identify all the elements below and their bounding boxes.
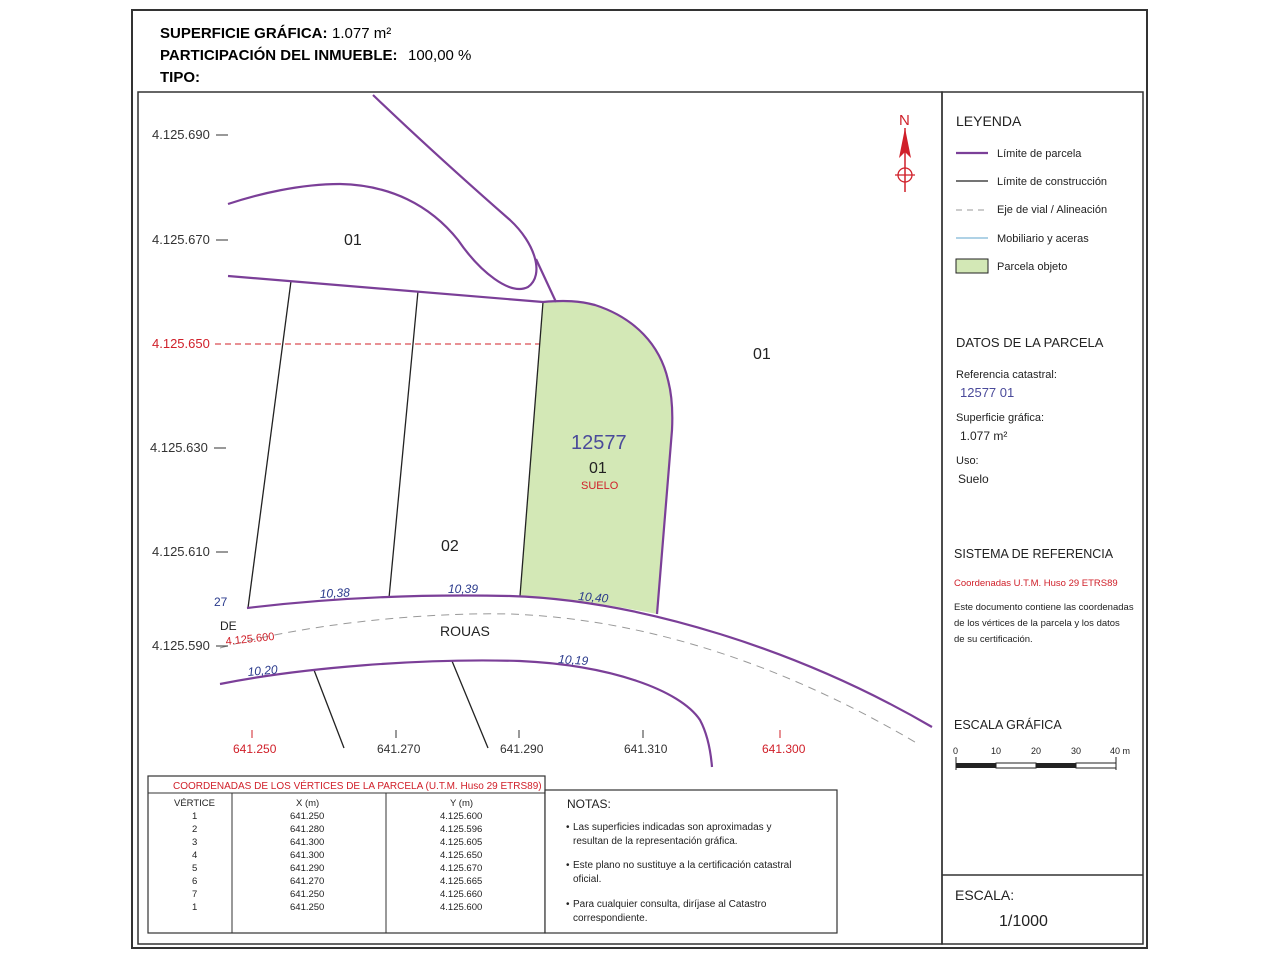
- sheet-header: [160, 25, 471, 86]
- target-parcel-use: SUELO: [581, 480, 619, 492]
- ref-system-coords: Coordenadas U.T.M. Huso 29 ETRS89: [954, 578, 1118, 589]
- scale-bar-tick: 0: [953, 746, 959, 756]
- y-tick-label-reference: 4.125.650: [152, 336, 210, 351]
- vertices-cell: 641.300: [290, 850, 325, 861]
- parcel-limit-street-north: [247, 596, 932, 728]
- vertices-cell: 641.270: [290, 876, 325, 887]
- vertices-cell: 641.290: [290, 863, 325, 874]
- note-text: Este plano no sustituye a la certificación catastral: [573, 860, 792, 871]
- use-value: Suelo: [958, 472, 989, 486]
- vertices-cell: 4.125.596: [440, 824, 483, 835]
- side-panel-frame: [942, 92, 1143, 944]
- y-tick-label: 4.125.590: [152, 638, 210, 653]
- construction-line: [389, 291, 418, 598]
- vertices-cell: 4: [192, 850, 198, 861]
- legend-item-label: Parcela objeto: [997, 261, 1068, 273]
- north-label: N: [899, 112, 910, 129]
- legend-title: LEYENDA: [956, 113, 1022, 129]
- legend-item-label: Límite de construcción: [997, 176, 1108, 188]
- surface-value: 1.077 m²: [960, 429, 1008, 443]
- ref-label: Referencia catastral:: [956, 369, 1057, 381]
- vertices-cell: 4.125.600: [440, 811, 483, 822]
- street-prefix: DE: [220, 619, 237, 633]
- note-text: resultan de la representación gráfica.: [573, 836, 738, 847]
- scale-bar-segment: [1076, 763, 1116, 768]
- y-tick-label: 4.125.670: [152, 232, 210, 247]
- target-parcel-sub: 01: [589, 460, 607, 477]
- vertices-cell: 641.250: [290, 902, 325, 913]
- street-labels: [214, 595, 490, 648]
- distance-label: 10,19: [557, 652, 589, 669]
- street-number: 27: [214, 595, 228, 609]
- note-bullet: •: [566, 899, 570, 910]
- target-parcel-fill: [520, 301, 672, 614]
- ref-system-title: SISTEMA DE REFERENCIA: [954, 547, 1114, 561]
- vertices-cell: 4.125.650: [440, 850, 483, 861]
- x-tick-label: 641.270: [377, 742, 421, 756]
- vertices-cell: 4.125.665: [440, 876, 483, 887]
- ref-system-text: de su certificación.: [954, 634, 1033, 645]
- notes-box: [545, 790, 837, 933]
- vertices-cell: 641.250: [290, 811, 325, 822]
- vertices-cell: 5: [192, 863, 198, 874]
- superficie-value: 1.077 m²: [332, 25, 392, 42]
- construction-line: [248, 281, 291, 608]
- use-label: Uso:: [956, 455, 979, 467]
- vertices-cell: 4.125.600: [440, 902, 483, 913]
- parcel-limit-diagonal: [536, 259, 556, 302]
- legend-item-label: Mobiliario y aceras: [997, 233, 1089, 245]
- scale-bar-tick: 10: [991, 746, 1002, 756]
- distance-label: 10,20: [247, 662, 279, 679]
- scale-value: 1/1000: [999, 913, 1048, 930]
- parcel-limit-north-curve: [228, 95, 536, 289]
- vertices-cell: 641.280: [290, 824, 325, 835]
- participacion-label: PARTICIPACIÓN DEL INMUEBLE:: [160, 47, 398, 64]
- tipo-label: TIPO:: [160, 69, 200, 86]
- vertices-title: COORDENADAS DE LOS VÉRTICES DE LA PARCELA (U.T.M. Huso 29 ETRS89): [173, 781, 542, 792]
- construction-limits: [248, 281, 543, 748]
- legend-item-label: Eje de vial / Alineación: [997, 204, 1108, 216]
- scale-bar-segment: [996, 763, 1036, 768]
- legend-panel: [953, 113, 1134, 930]
- scale-bar-title: ESCALA GRÁFICA: [954, 718, 1062, 732]
- note-bullet: •: [566, 860, 570, 871]
- street-axis-line: [220, 614, 920, 745]
- vertices-cell: 641.250: [290, 889, 325, 900]
- vertices-cell: 641.300: [290, 837, 325, 848]
- y-tick-label: 4.125.610: [152, 544, 210, 559]
- x-axis-ticks: [233, 730, 806, 756]
- vertices-cell: 3: [192, 837, 198, 848]
- scale-bar-tick: 30: [1071, 746, 1082, 756]
- scale-label: ESCALA:: [955, 887, 1015, 903]
- surface-label: Superficie gráfica:: [956, 412, 1045, 424]
- scale-bar-segment: [1036, 763, 1076, 768]
- vertices-cell: 1: [192, 811, 198, 822]
- vertices-cell: 4.125.660: [440, 889, 483, 900]
- scale-bar-tick: 40 m: [1110, 746, 1131, 756]
- note-bullet: •: [566, 822, 570, 833]
- scale-bar-segment: [956, 763, 996, 768]
- note-text: correspondiente.: [573, 913, 648, 924]
- x-tick-label: 641.290: [500, 742, 544, 756]
- participacion-value: 100,00 %: [408, 47, 472, 64]
- vertices-header: VÉRTICE: [174, 798, 216, 809]
- vertices-cell: 4.125.605: [440, 837, 483, 848]
- y-axis-ticks: [150, 127, 228, 653]
- y-tick-label: 4.125.630: [150, 440, 208, 455]
- distance-label: 10,40: [577, 589, 609, 606]
- note-text: Para cualquier consulta, diríjase al Catastro: [573, 899, 767, 910]
- construction-line: [452, 661, 488, 748]
- ref-system-text: Este documento contiene las coordenadas: [954, 602, 1134, 613]
- construction-line: [314, 670, 344, 748]
- notes-title: NOTAS:: [567, 797, 611, 811]
- superficie-label: SUPERFICIE GRÁFICA:: [160, 25, 328, 42]
- vertices-cell: 2: [192, 824, 198, 835]
- parcel-label-north: 01: [344, 232, 362, 249]
- note-text: oficial.: [573, 874, 602, 885]
- vertices-cell: 1: [192, 902, 198, 913]
- vertices-cell: 6: [192, 876, 198, 887]
- legend-item-label: Límite de parcela: [997, 148, 1082, 160]
- parcel-label-west: 02: [441, 538, 459, 555]
- vertices-cell: 4.125.670: [440, 863, 483, 874]
- y-tick-label: 4.125.690: [152, 127, 210, 142]
- street-coord-label: 4.125.600: [225, 630, 275, 648]
- legend-swatch-target: [956, 259, 988, 273]
- map-area: [150, 95, 932, 767]
- distance-label: 10,39: [448, 582, 479, 596]
- target-parcel-ref: 12577: [571, 432, 627, 454]
- scale-bar: [956, 757, 1116, 770]
- vertices-header: X (m): [296, 798, 320, 809]
- x-tick-label-reference: 641.250: [233, 742, 277, 756]
- x-tick-label: 641.310: [624, 742, 668, 756]
- vertices-header: Y (m): [450, 798, 474, 809]
- x-tick-label-reference: 641.300: [762, 742, 806, 756]
- ref-system-text: de los vértices de la parcela y los datos: [954, 618, 1120, 629]
- ref-value: 12577 01: [960, 385, 1015, 400]
- north-arrow: [895, 112, 915, 192]
- street-name: ROUAS: [440, 623, 490, 639]
- distance-label: 10,38: [319, 585, 351, 601]
- parcel-data-title: DATOS DE LA PARCELA: [956, 335, 1104, 350]
- parcel-label-east: 01: [753, 346, 771, 363]
- note-text: Las superficies indicadas son aproximadas y: [573, 822, 772, 833]
- vertices-table: [148, 776, 545, 933]
- scale-bar-tick: 20: [1031, 746, 1042, 756]
- vertices-cell: 7: [192, 889, 198, 900]
